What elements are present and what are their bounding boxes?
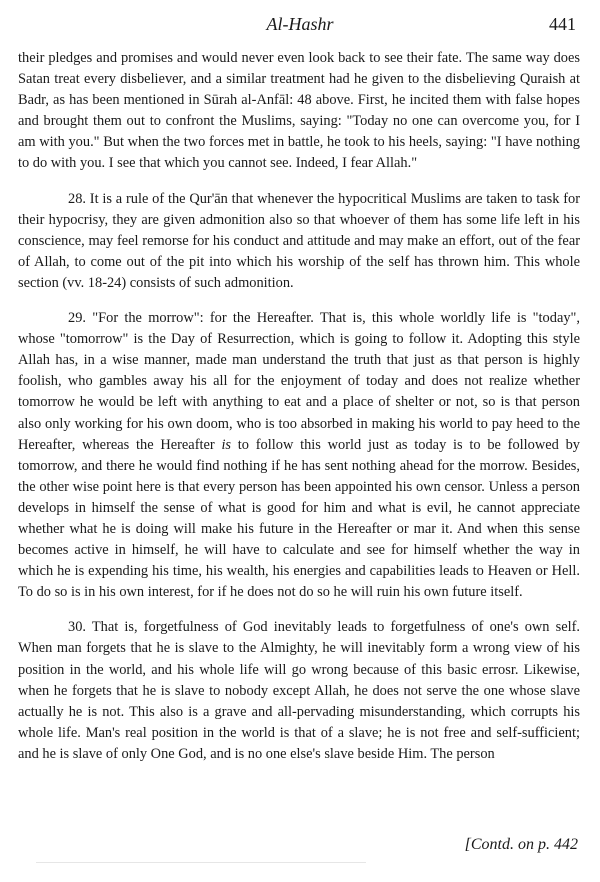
paragraph-continuation: their pledges and promises and would never even look back to see their fate. The same way does Satan treat every disbeliever, and a similar treatment had he given to the disbelieving Quraish at Badr, as has been mentioned in Sūrah al-Anfāl: 48 above. First, he incited them with false hopes and brought them out to confront the Muslims, saying: "Today no one can overcome you, for I am with you." But when the two forces met in battle, he took to his heels, saying: "I have nothing to do with you. I see that which you cannot see. Indeed, I fear Allah." xyxy=(18,50,580,172)
bleed-through-line xyxy=(36,862,366,863)
note-28-paragraph: 28. It is a rule of the Qur'ān that whenever the hypocritical Muslims are taken to task for their hypocrisy, they are given admonition also so that whoever of them has some life left in his conscience, may feel remorse for his conduct and attitude and may make an effort, out of the fear of Allah, to come out of the pit into which his worship of the self has thrown him. This whole section (vv. 18-24) consists of such admonition. xyxy=(18,190,580,291)
page-number: 441 xyxy=(549,14,576,34)
commentary-body xyxy=(18,48,580,779)
note-29-emphasis: is xyxy=(221,436,232,453)
note-29-text-part-2: to follow this world just as today is to be followed by tomorrow, and there he would find nothing if he has sent nothing ahead for the morrow. Besides, the other wise point here is that every person has been appointed his own censor. Unless a person develops in himself the sense of what is good for him and what is evil, he cannot appreciate whether what he is doing will make his future in the Hereafter or mar it. And when this sense becomes active in himself, he will have to calculate and see for himself whether the way in which he is expending his time, his wealth, his energies and capabilities leads to Heaven or Hell. To do so is in his own interest, for if he does not do so he will ruin his own future itself. xyxy=(18,436,580,601)
running-head xyxy=(0,14,600,40)
continuation-note: [Contd. on p. 442 xyxy=(464,836,578,853)
note-30-paragraph: 30. That is, forgetfulness of God inevitably leads to forgetfulness of one's own self. When man forgets that he is slave to the Almighty, he will inevitably form a wrong view of his position in the world, and his whole life will go wrong because of this basic errosr. Likewise, when he forgets that he is slave to nobody except Allah, he does not serve the one whose slave actually he is not. This also is a grave and all-pervading misunderstanding, which corrupts his whole life. Man's real position in the world is that of a slave; he is not free and self-sufficient; and he is slave of only One God, and is no one else's slave beside Him. The person xyxy=(18,619,580,762)
chapter-title: Al-Hashr xyxy=(266,14,334,34)
note-29-paragraph xyxy=(18,308,580,603)
note-29-text-part-1: 29. "For the morrow": for the Hereafter. That is, this whole worldly life is "today", whose "tomorrow" is the Day of Resurrection, which is going to follow it. Adopting this style Allah has, in a wise manner, made man understand the truth that just as that person is highly foolish, who gambles away his all for the enjoyment of today and does not realize whether tomorrow he would be left with anything to eat and a place of shelter or not, so is that person also only working for his own doom, who is too absorbed in making his world to pay heed to the Hereafter, whereas the Hereafter xyxy=(18,310,580,453)
